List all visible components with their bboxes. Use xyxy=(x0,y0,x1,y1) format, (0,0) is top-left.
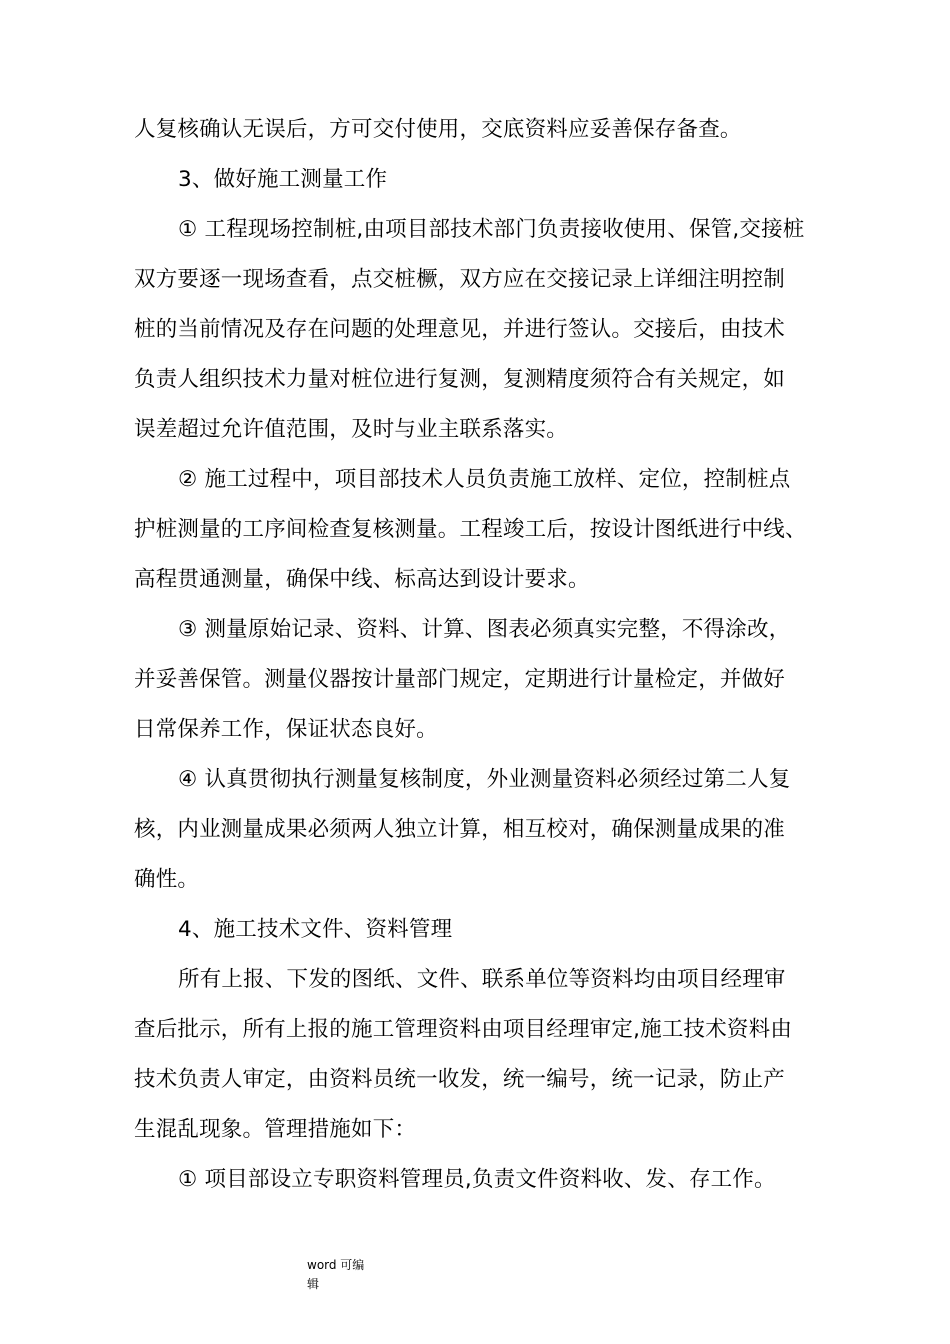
text-line: 核，内业测量成果必须两人独立计算，相互校对，确保测量成果的准 xyxy=(134,817,786,842)
text-line: 确性。 xyxy=(134,867,200,892)
text-line: 查后批示，所有上报的施工管理资料由项目经理审定,施工技术资料由 xyxy=(134,1017,793,1042)
footer-note xyxy=(307,1256,364,1294)
text-line: 生混乱现象。管理措施如下： xyxy=(134,1117,417,1142)
section-heading: 4、施工技术文件、资料管理 xyxy=(178,917,453,942)
text-line: 技术负责人审定，由资料员统一收发，统一编号，统一记录，防止产 xyxy=(134,1067,786,1092)
section-heading: 3、做好施工测量工作 xyxy=(178,167,388,192)
text-line: 负责人组织技术力量对桩位进行复测，复测精度须符合有关规定，如 xyxy=(134,367,786,392)
text-line: 误差超过允许值范围，及时与业主联系落实。 xyxy=(134,417,569,442)
footer-line: word 可编 xyxy=(307,1258,365,1272)
text-line: 桩的当前情况及存在问题的处理意见，并进行签认。交接后，由技术 xyxy=(134,317,786,342)
text-line: 高程贯通测量，确保中线、标高达到设计要求。 xyxy=(134,567,590,592)
footer-line: 辑 xyxy=(307,1277,320,1291)
text-line: 日常保养工作，保证状态良好。 xyxy=(134,717,438,742)
text-line: ③ 测量原始记录、资料、计算、图表必须真实完整，不得涂改， xyxy=(178,617,791,642)
text-line: ② 施工过程中，项目部技术人员负责施工放样、定位，控制桩点 xyxy=(178,467,791,492)
text-line: ① 项目部设立专职资料管理员,负责文件资料收、发、存工作。 xyxy=(178,1167,776,1192)
text-line: 并妥善保管。测量仪器按计量部门规定，定期进行计量检定，并做好 xyxy=(134,667,786,692)
text-line: ④ 认真贯彻执行测量复核制度，外业测量资料必须经过第二人复 xyxy=(178,767,791,792)
text-line: 所有上报、下发的图纸、文件、联系单位等资料均由项目经理审 xyxy=(178,967,786,992)
text-line: 人复核确认无误后，方可交付使用，交底资料应妥善保存备查。 xyxy=(134,117,742,142)
text-line: 双方要逐一现场查看，点交桩橛，双方应在交接记录上详细注明控制 xyxy=(134,267,786,292)
text-line: ① 工程现场控制桩,由项目部技术部门负责接收使用、保管,交接桩 xyxy=(178,217,805,242)
text-line: 护桩测量的工序间检查复核测量。工程竣工后，按设计图纸进行中线、 xyxy=(134,517,807,542)
